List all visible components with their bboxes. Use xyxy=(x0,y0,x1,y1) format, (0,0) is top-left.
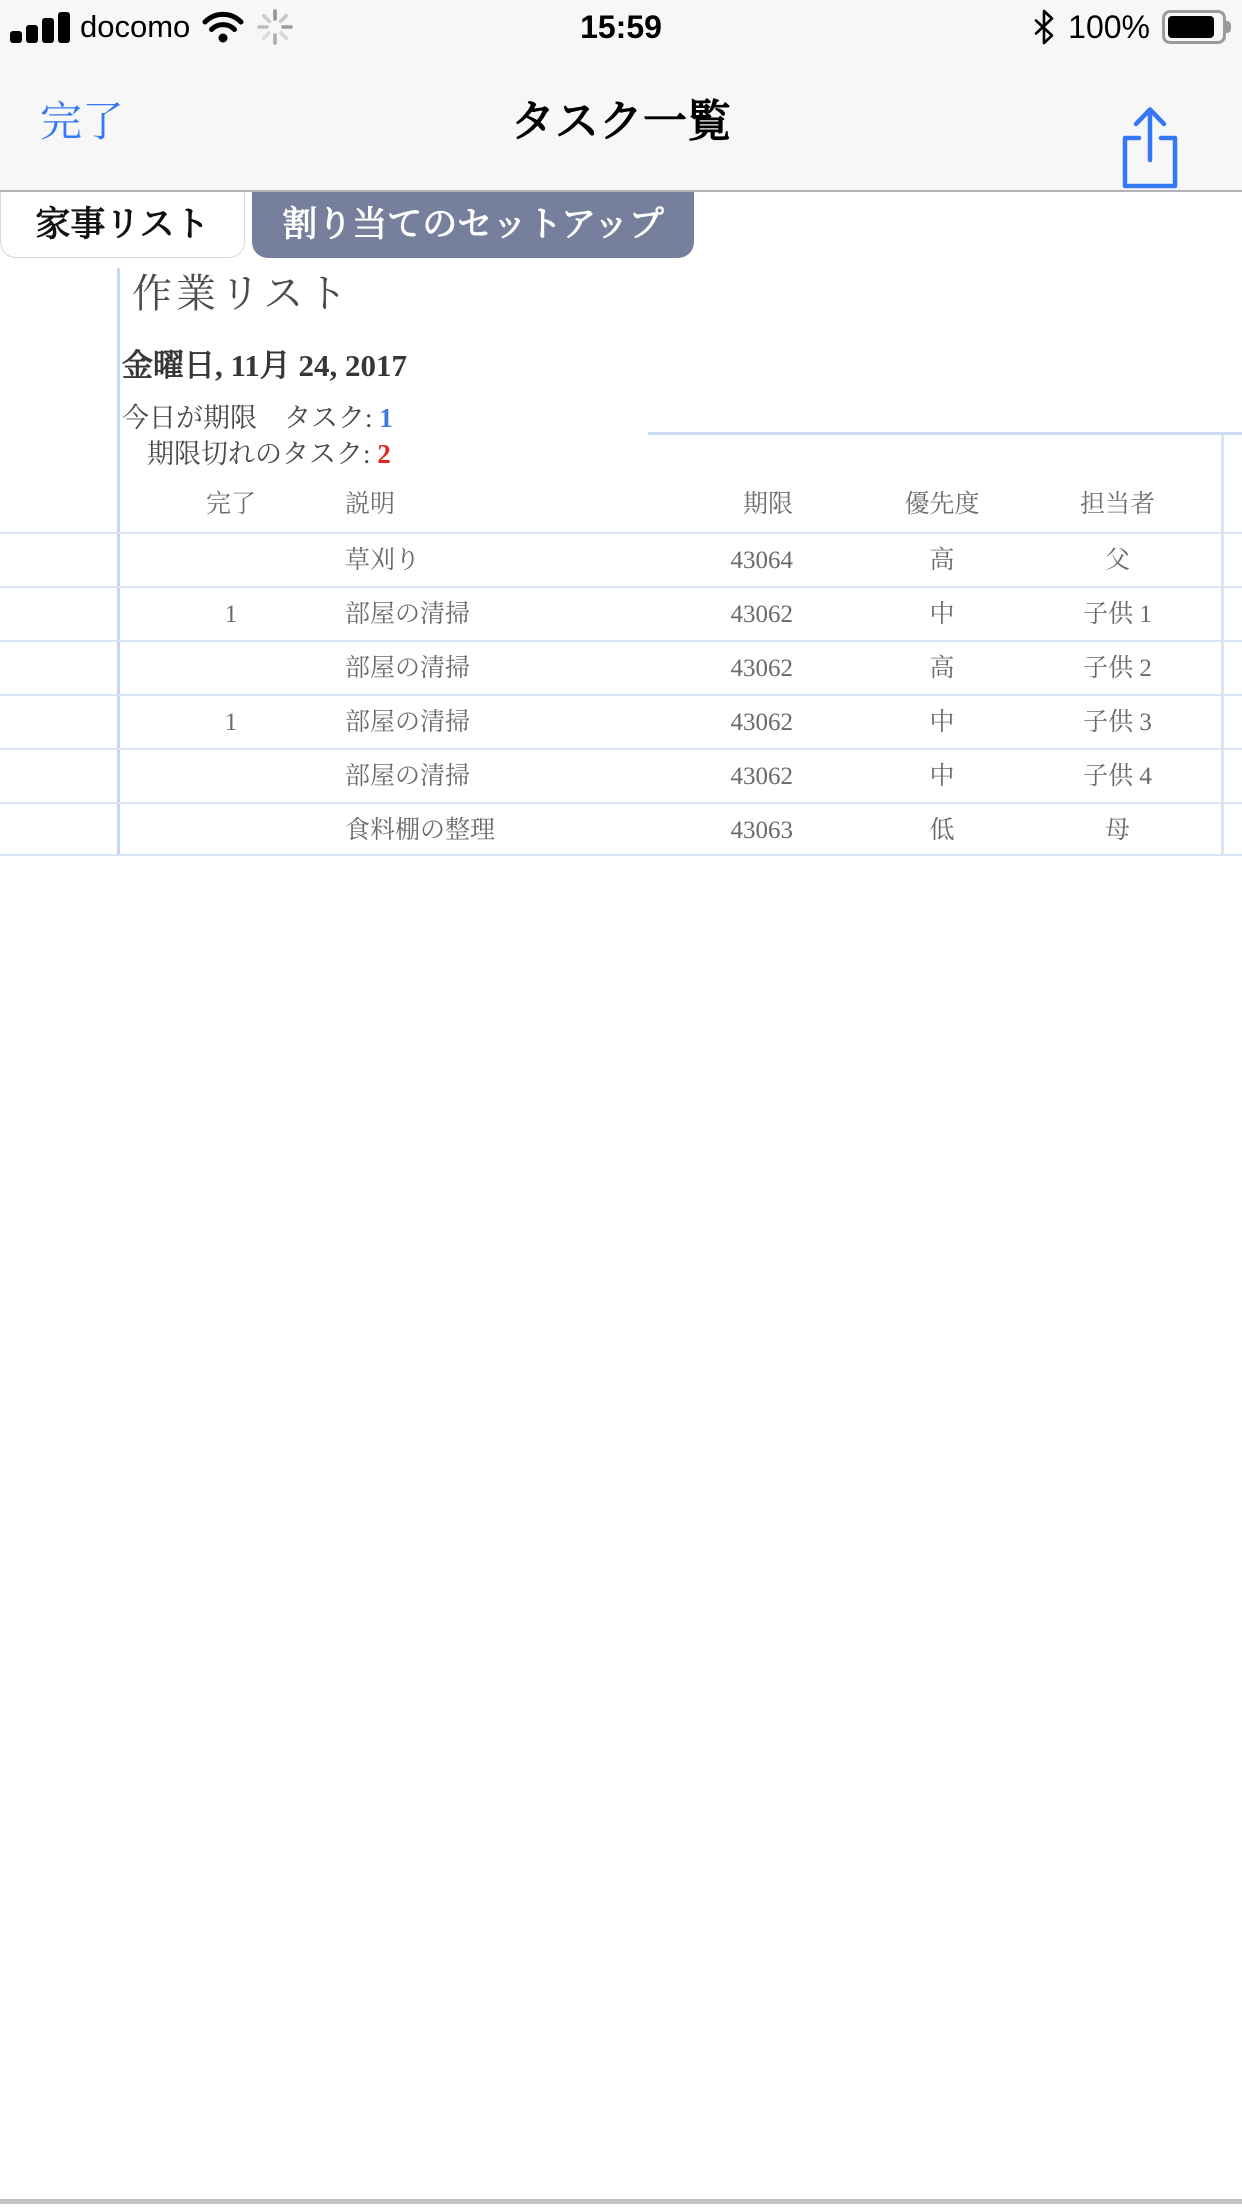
sheet-content xyxy=(0,258,1242,2200)
table-cell-desc: 部屋の清掃 xyxy=(345,655,471,682)
table-cell-pri: 高 xyxy=(929,655,955,682)
table-row[interactable] xyxy=(0,640,1242,694)
navigation-bar xyxy=(0,54,1242,190)
sheet-tab-bar xyxy=(0,192,1242,258)
table-cell-due: 43062 xyxy=(730,655,793,682)
overdue-line xyxy=(147,432,391,471)
tab-kaji-list[interactable]: 家事リスト xyxy=(0,192,245,258)
table-cell-who: 父 xyxy=(1104,547,1130,574)
status-bar-right xyxy=(1032,0,1226,54)
table-cell-who: 子供 4 xyxy=(1083,763,1152,790)
table-cell-who: 母 xyxy=(1104,817,1130,844)
column-header-done: 完了 xyxy=(205,491,256,518)
tab-assignment-setup[interactable]: 割り当てのセットアップ xyxy=(252,192,694,258)
due-today-value: 1 xyxy=(379,403,393,433)
carrier-label: docomo xyxy=(80,9,191,44)
top-chrome xyxy=(0,0,1242,192)
sheet-title: 作業リスト xyxy=(132,271,352,316)
battery-icon xyxy=(1162,10,1226,44)
table-cell-due: 43062 xyxy=(730,763,793,790)
share-button[interactable] xyxy=(1118,104,1194,194)
table-row[interactable] xyxy=(0,748,1242,802)
table-cell-desc: 部屋の清掃 xyxy=(345,709,471,736)
table-cell-due: 43062 xyxy=(730,601,793,628)
table-cell-done xyxy=(118,642,344,694)
table-cell-desc: 食料棚の整理 xyxy=(345,817,496,844)
table-header-row xyxy=(0,478,1242,532)
due-today-line xyxy=(122,396,393,435)
table-cell-desc: 草刈り xyxy=(345,547,421,574)
column-header-desc: 説明 xyxy=(345,491,396,518)
table-cell-pri: 中 xyxy=(929,709,955,736)
table-row[interactable] xyxy=(0,802,1242,856)
overdue-label: 期限切れのタスク: xyxy=(147,439,378,469)
table-cell-done xyxy=(118,534,344,586)
bluetooth-icon xyxy=(1032,9,1056,45)
table-cell-desc: 部屋の清掃 xyxy=(345,601,471,628)
done-button[interactable]: 完了 xyxy=(40,98,125,145)
table-cell-pri: 中 xyxy=(929,763,955,790)
clock: 15:59 xyxy=(580,9,662,45)
table-cell-pri: 中 xyxy=(929,601,955,628)
table-cell-done xyxy=(118,750,344,802)
bottom-edge-bar xyxy=(0,2199,1242,2204)
table-cell-done xyxy=(118,804,344,854)
due-today-label: 今日が期限 タスク: xyxy=(122,403,380,433)
table-cell-pri: 高 xyxy=(929,547,955,574)
battery-percent-label: 100% xyxy=(1068,8,1150,45)
sheet-date: 金曜日, 11月 24, 2017 xyxy=(122,348,408,383)
table-cell-done: 1 xyxy=(224,601,238,628)
status-bar xyxy=(0,0,1242,54)
table-row[interactable] xyxy=(0,586,1242,640)
column-header-priority: 優先度 xyxy=(904,491,980,518)
column-header-due: 期限 xyxy=(742,491,793,518)
table-row[interactable] xyxy=(0,694,1242,748)
table-cell-pri: 低 xyxy=(929,817,955,844)
page-title: タスク一覧 xyxy=(511,97,731,146)
table-cell-who: 子供 3 xyxy=(1083,709,1152,736)
table-row[interactable] xyxy=(0,532,1242,586)
table-cell-who: 子供 1 xyxy=(1083,601,1152,628)
table-cell-due: 43062 xyxy=(730,709,793,736)
table-cell-done: 1 xyxy=(224,709,238,736)
grid-horizontal-line xyxy=(648,432,1242,435)
table-cell-due: 43063 xyxy=(730,817,793,844)
table-cell-due: 43064 xyxy=(730,547,793,574)
column-header-assignee: 担当者 xyxy=(1079,491,1155,518)
table-cell-who: 子供 2 xyxy=(1083,655,1152,682)
table-cell-desc: 部屋の清掃 xyxy=(345,763,471,790)
overdue-value: 2 xyxy=(377,439,391,469)
